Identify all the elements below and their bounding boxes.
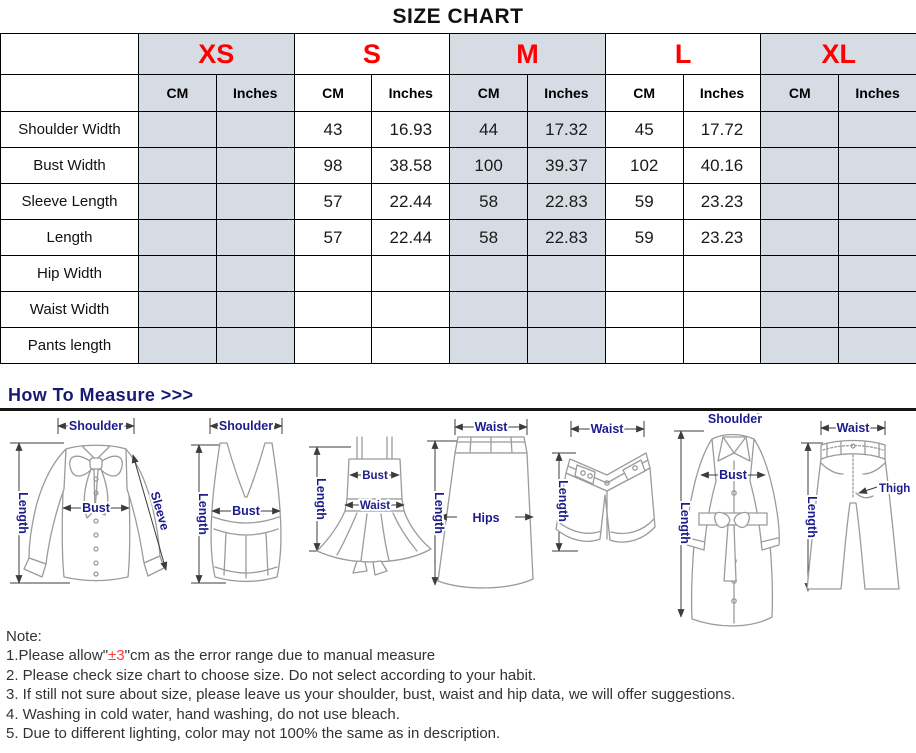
size-value-cell: [139, 292, 217, 328]
coat-length-label: Length: [678, 502, 692, 544]
shorts-waist-label: Waist: [590, 422, 624, 436]
unit-header-l-cm: CM: [605, 75, 683, 112]
shorts-length-label: Length: [556, 480, 570, 522]
size-value-cell: 100: [450, 148, 528, 184]
notes-heading: Note:: [6, 628, 42, 645]
blouse-bust-label: Bust: [82, 501, 110, 515]
skirt-waist-label: Waist: [474, 420, 508, 434]
size-value-cell: [216, 328, 294, 364]
dress-bust-label: Bust: [362, 470, 388, 482]
unit-header-s-cm: CM: [294, 75, 372, 112]
size-value-cell: [839, 256, 916, 292]
row-label: Pants length: [1, 328, 139, 364]
size-value-cell: [216, 220, 294, 256]
size-value-cell: 22.83: [528, 220, 606, 256]
size-value-cell: [839, 148, 916, 184]
skirt-hips-label: Hips: [472, 511, 500, 525]
size-value-cell: [605, 256, 683, 292]
table-row: [1, 112, 916, 148]
size-header-l: L: [605, 34, 761, 75]
size-value-cell: [216, 256, 294, 292]
table-row: [1, 256, 916, 292]
size-value-cell: [216, 184, 294, 220]
tank-length-label: Length: [196, 493, 210, 535]
row-label: Bust Width: [1, 148, 139, 184]
note-item-2: 2. Please check size chart to choose size. Do not select according to your habit.: [6, 666, 537, 684]
size-value-cell: [761, 148, 839, 184]
pants-figure: [793, 419, 916, 619]
shorts-figure: [550, 415, 664, 615]
corner-cell-units: [1, 75, 139, 112]
size-value-cell: [294, 256, 372, 292]
row-label: Shoulder Width: [1, 112, 139, 148]
pants-waist-label: Waist: [836, 421, 870, 435]
coat-bust-label: Bust: [719, 468, 747, 482]
corner-cell: [1, 34, 139, 75]
size-value-cell: [528, 292, 606, 328]
row-label: Length: [1, 220, 139, 256]
size-value-cell: [216, 112, 294, 148]
size-value-cell: [450, 256, 528, 292]
unit-header-xl-cm: CM: [761, 75, 839, 112]
size-value-cell: 45: [605, 112, 683, 148]
note-1-tolerance: ±3: [108, 647, 125, 665]
size-value-cell: [372, 256, 450, 292]
size-value-cell: 58: [450, 184, 528, 220]
table-row: [1, 184, 916, 220]
unit-header-l-inches: Inches: [683, 75, 761, 112]
tank-bust-label: Bust: [232, 504, 260, 518]
size-value-cell: [528, 328, 606, 364]
size-value-cell: [683, 328, 761, 364]
size-value-cell: [372, 292, 450, 328]
size-value-cell: 16.93: [372, 112, 450, 148]
size-value-cell: [139, 148, 217, 184]
size-value-cell: 17.32: [528, 112, 606, 148]
size-value-cell: 57: [294, 184, 372, 220]
table-row: [1, 220, 916, 256]
size-value-cell: [139, 220, 217, 256]
unit-header-m-inches: Inches: [528, 75, 606, 112]
blouse-shoulder-label: Shoulder: [68, 419, 124, 433]
note-1-prefix: 1.Please allow": [6, 647, 109, 665]
size-value-cell: [139, 256, 217, 292]
size-value-cell: [839, 184, 916, 220]
size-value-cell: [761, 112, 839, 148]
tank-top-figure: [186, 415, 304, 620]
size-value-cell: 17.72: [683, 112, 761, 148]
size-value-cell: [294, 292, 372, 328]
coat-figure: [668, 411, 796, 633]
unit-header-xs-inches: Inches: [216, 75, 294, 112]
size-value-cell: 57: [294, 220, 372, 256]
size-value-cell: [683, 256, 761, 292]
size-value-cell: [761, 184, 839, 220]
size-value-cell: [450, 292, 528, 328]
size-value-cell: [761, 256, 839, 292]
unit-header-xs-cm: CM: [139, 75, 217, 112]
size-header-m: M: [450, 34, 606, 75]
size-value-cell: [294, 328, 372, 364]
note-1-suffix: "cm as the error range due to manual measure: [124, 647, 436, 665]
size-value-cell: [139, 112, 217, 148]
size-value-cell: 59: [605, 184, 683, 220]
size-header-row: [1, 34, 916, 75]
size-value-cell: 23.23: [683, 220, 761, 256]
size-header-s: S: [294, 34, 450, 75]
blouse-length-label: Length: [16, 492, 30, 534]
size-value-cell: 22.44: [372, 184, 450, 220]
size-value-cell: 22.83: [528, 184, 606, 220]
size-value-cell: [605, 292, 683, 328]
unit-header-row: [1, 75, 916, 112]
size-value-cell: 59: [605, 220, 683, 256]
pants-length-label: Length: [805, 496, 819, 538]
size-value-cell: 98: [294, 148, 372, 184]
skirt-length-label: Length: [432, 492, 446, 534]
note-item-3: 3. If still not sure about size, please leave us your shoulder, bust, waist and hip data, we will offer suggestions.: [6, 686, 736, 704]
size-value-cell: [450, 328, 528, 364]
size-value-cell: 40.16: [683, 148, 761, 184]
size-value-cell: [683, 292, 761, 328]
size-value-cell: 39.37: [528, 148, 606, 184]
size-value-cell: 102: [605, 148, 683, 184]
table-row: [1, 148, 916, 184]
note-item-5: 5. Due to different lighting, color may not 100% the same as in description.: [6, 725, 501, 743]
size-value-cell: [216, 148, 294, 184]
measure-heading: How To Measure >>>: [8, 385, 194, 405]
size-value-cell: [139, 184, 217, 220]
measure-heading-row: [0, 364, 916, 408]
coat-shoulder-label: Shoulder: [707, 412, 763, 426]
row-label: Sleeve Length: [1, 184, 139, 220]
size-value-cell: [839, 112, 916, 148]
size-header-xs: XS: [139, 34, 295, 75]
skirt-figure: [425, 415, 547, 620]
size-value-cell: [528, 256, 606, 292]
size-value-cell: 38.58: [372, 148, 450, 184]
table-row: [1, 328, 916, 364]
chart-title: SIZE CHART: [392, 5, 524, 28]
size-value-cell: [216, 292, 294, 328]
size-value-cell: [605, 328, 683, 364]
cami-dress-figure: [305, 415, 440, 620]
size-value-cell: [839, 220, 916, 256]
unit-header-s-inches: Inches: [372, 75, 450, 112]
pants-thigh-label: Thigh: [879, 483, 911, 495]
dress-length-label: Length: [314, 478, 328, 520]
size-value-cell: 58: [450, 220, 528, 256]
size-value-cell: 23.23: [683, 184, 761, 220]
blouse-figure: [6, 415, 184, 620]
unit-header-xl-inches: Inches: [839, 75, 916, 112]
size-value-cell: [761, 292, 839, 328]
tank-shoulder-label: Shoulder: [218, 419, 274, 433]
dress-waist-label: Waist: [359, 500, 391, 512]
size-value-cell: [139, 328, 217, 364]
notes-section: [0, 623, 916, 743]
table-row: [1, 292, 916, 328]
blouse-sleeve-label: Sleeve: [147, 489, 173, 532]
size-value-cell: 44: [450, 112, 528, 148]
size-value-cell: [761, 220, 839, 256]
size-value-cell: 22.44: [372, 220, 450, 256]
how-to-measure-figures: [0, 411, 916, 623]
row-label: Hip Width: [1, 256, 139, 292]
note-item-1: [6, 646, 916, 665]
unit-header-m-cm: CM: [450, 75, 528, 112]
row-label: Waist Width: [1, 292, 139, 328]
note-item-4: 4. Washing in cold water, hand washing, do not use bleach.: [6, 705, 400, 723]
size-value-cell: [372, 328, 450, 364]
size-value-cell: [839, 328, 916, 364]
size-table: [0, 33, 916, 364]
size-value-cell: [839, 292, 916, 328]
size-value-cell: [761, 328, 839, 364]
size-header-xl: XL: [761, 34, 916, 75]
size-value-cell: 43: [294, 112, 372, 148]
